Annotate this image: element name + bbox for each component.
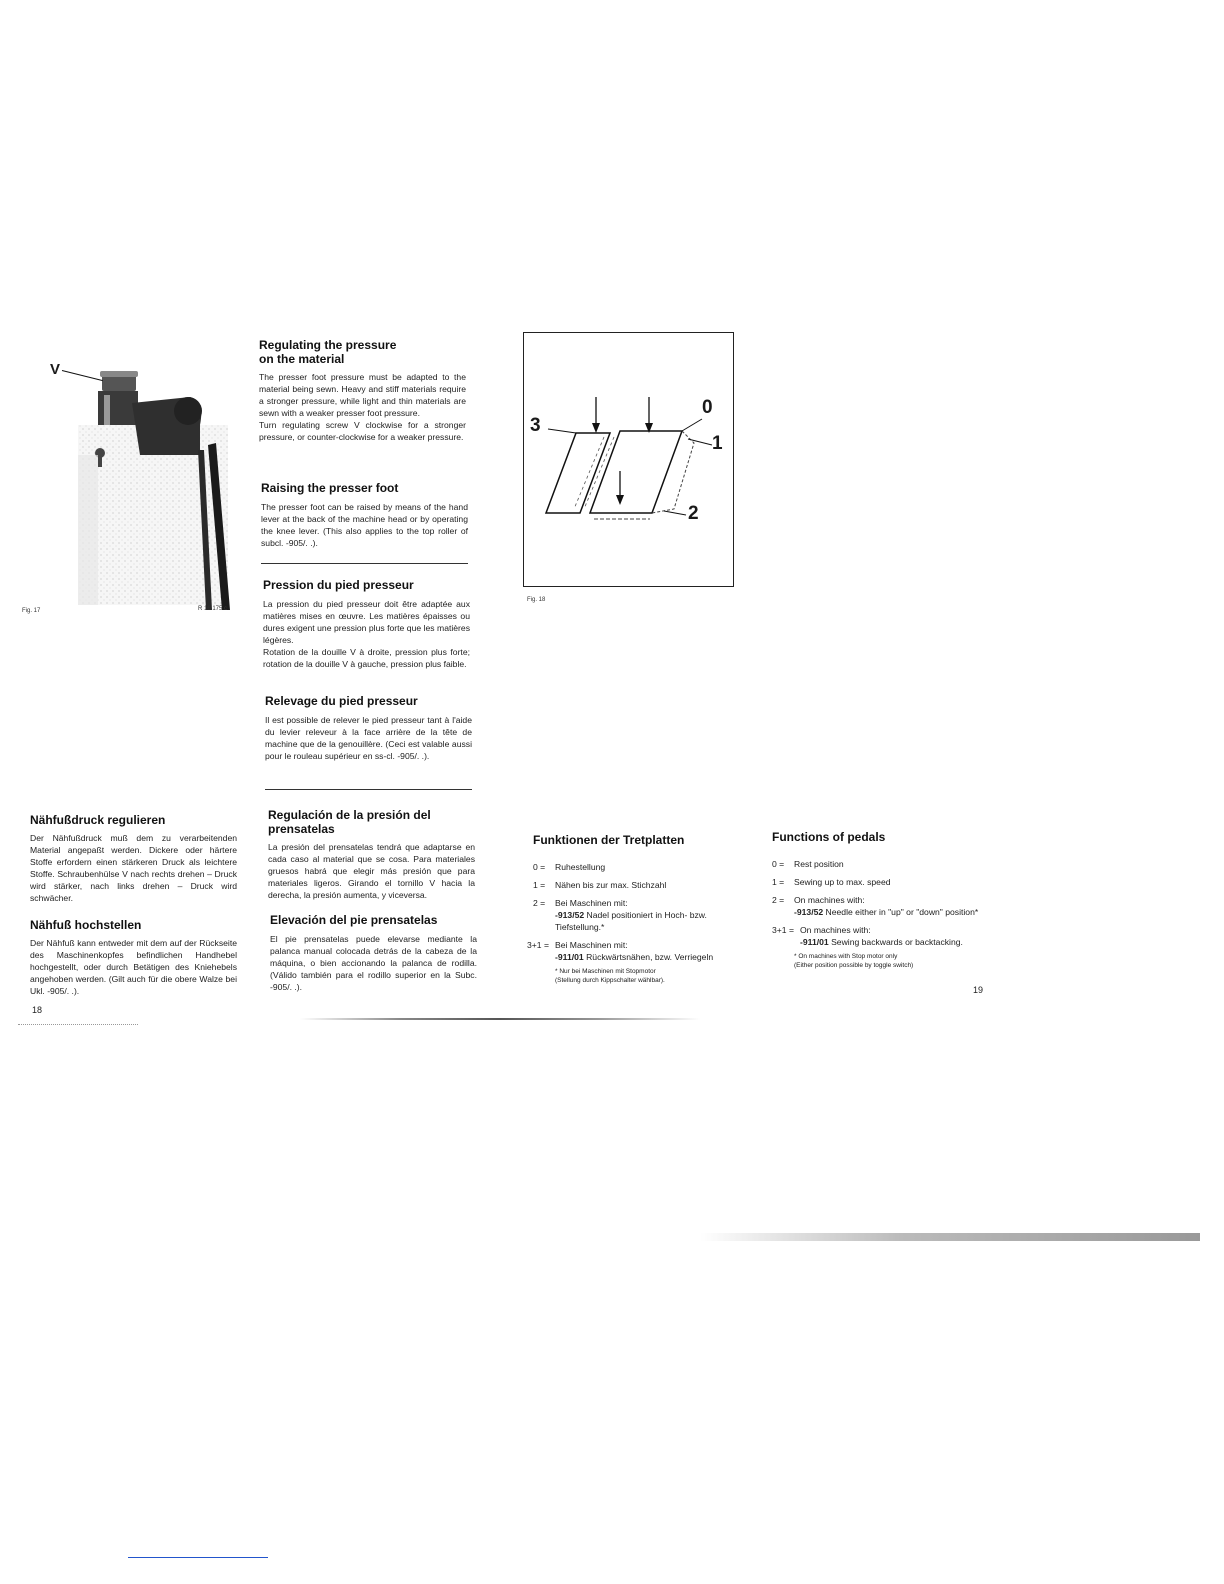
section-heading-line1: Regulación de la presión del [268, 808, 431, 822]
es-regulate-section [268, 808, 475, 901]
section-body: La presión del prensatelas tendrá que adaptarse en cada caso al material que se cosa. Para materiales gruesos habrá que elegir más presión que para materiales ligeros. Girando el tornillo V hacia la derecha, la presión aumenta, y viceversa. [268, 842, 475, 900]
fig18-label-2: 2 [688, 503, 699, 524]
section-heading: Functions of pedals [772, 830, 886, 844]
section-heading: Raising the presser foot [261, 481, 399, 495]
section-heading-line2: on the material [259, 352, 345, 366]
divider-1 [261, 563, 468, 564]
fig18-label-3: 3 [530, 415, 541, 436]
list-item: 2 = Bei Maschinen mit: -913/52 Nadel positioniert in Hoch- bzw. Tiefstellung.* [533, 898, 707, 932]
page-number-left: 18 [32, 1005, 43, 1015]
fr-regulate-section [263, 578, 470, 670]
scan-edge-line [128, 1557, 268, 1558]
list-item: 3+1 = On machines with: -911/01 Sewing backwards or backtacking. [772, 925, 963, 947]
section-body-2: Rotation de la douille V à droite, pression plus forte; rotation de la douille V à gauche, pression plus faible. [263, 647, 470, 669]
footnote: * Nur bei Maschinen mit Stopmotor [555, 968, 656, 975]
section-body: Der Nähfußdruck muß dem zu verarbeitenden Material angepaßt werden. Dickere oder härtere Stoffe erfordern einen stärkeren Druck als leichtere Stoffe. Schraubenhülse V nach rechts drehen – Druck wird stärker, nach links drehen – Druck wird schwächer. [30, 833, 237, 903]
de-regulate-section [30, 813, 237, 904]
footnote: (Stellung durch Kippschalter wählbar). [555, 977, 665, 984]
list-item: 1 = Nähen bis zur max. Stichzahl [533, 880, 667, 890]
section-body: El pie prensatelas puede elevarse mediante la palanca manual colocada detrás de la cabeza de la máquina, o bien accionando la palanca de rodilla. (Válido también para el rodillo superior en la Subc. -905/. .). [270, 934, 477, 992]
section-heading-line1: Regulating the pressure [259, 338, 397, 352]
scan-edge-shadow [700, 1233, 1200, 1241]
section-body: Il est possible de relever le pied presseur tant à l'aide du levier releveur à la face arrière de la tête de machine que de la genouillère. (Ceci est valable aussi pour le rouleau supérieur en ss-cl. -905/. .). [265, 715, 472, 761]
section-heading: Relevage du pied presseur [265, 694, 418, 708]
list-item: 0 = Rest position [772, 859, 844, 869]
de-pedals-section [527, 833, 748, 985]
section-body: The presser foot pressure must be adapted to the material being sewn. Heavy and stiff materials require a stronger pressure, while light and thin materials are sewn with a weaker presser foot pressure. [259, 372, 466, 418]
list-item: 3+1 = Bei Maschinen mit: -911/01 Rückwärtsnähen, bzw. Verriegeln [527, 940, 714, 962]
scan-edge-line [300, 1018, 700, 1020]
de-raise-section [30, 918, 237, 997]
en-pedals-section [772, 830, 987, 970]
footnote: (Either position possible by toggle switch) [794, 962, 914, 969]
scan-edge-line [18, 1024, 138, 1025]
section-body: La pression du pied presseur doit être adaptée aux matières mises en œuvre. Les matières épaisses ou dures exigent une pression plus forte que les matières légères. [263, 599, 470, 645]
section-body: The presser foot can be raised by means of the hand lever at the back of the machine head or by operating the knee lever. (This also applies to the top roller of subcl. -905/. .). [261, 502, 468, 548]
footnote: * On machines with Stop motor only [794, 953, 898, 960]
section-heading: Nähfuß hochstellen [30, 918, 142, 932]
en-regulate-section [259, 338, 466, 443]
fig18-label-0: 0 [702, 397, 713, 418]
fr-raise-section [265, 694, 472, 762]
section-heading: Funktionen der Tretplatten [533, 833, 685, 847]
fig17-callout-v: V [50, 361, 61, 378]
section-heading: Pression du pied presseur [263, 578, 414, 592]
section-heading: Nähfußdruck regulieren [30, 813, 166, 827]
page-number-right: 19 [973, 985, 984, 995]
section-body-2: Turn regulating screw V clockwise for a stronger pressure, or counter-clockwise for a weaker pressure. [259, 420, 466, 442]
section-heading-line2: prensatelas [268, 822, 335, 836]
list-item: 1 = Sewing up to max. speed [772, 877, 891, 887]
section-body: Der Nähfuß kann entweder mit dem auf der Rückseite des Maschinenkopfes befindlichen Handhebel hochgestellt, oder durch Betätigen des Kniehebels angehoben werden. (Gilt auch für die obere Walze bei Ukl. -905/. .). [30, 938, 237, 996]
list-item: 0 = Ruhestellung [533, 862, 606, 872]
fig18-label-1: 1 [712, 433, 723, 454]
en-raise-section [261, 481, 468, 549]
section-heading: Elevación del pie prensatelas [270, 913, 438, 927]
fig17-ref: R 16 175 c [198, 606, 228, 612]
es-raise-section [270, 913, 477, 993]
fig18-diagram [523, 332, 734, 587]
fig17-caption: Fig. 17 [22, 608, 41, 614]
fig17-photo [40, 355, 240, 615]
divider-2 [265, 789, 472, 790]
list-item: 2 = On machines with: -913/52 Needle either in "up" or "down" position* [772, 895, 979, 917]
fig18-caption: Fig. 18 [527, 597, 546, 603]
